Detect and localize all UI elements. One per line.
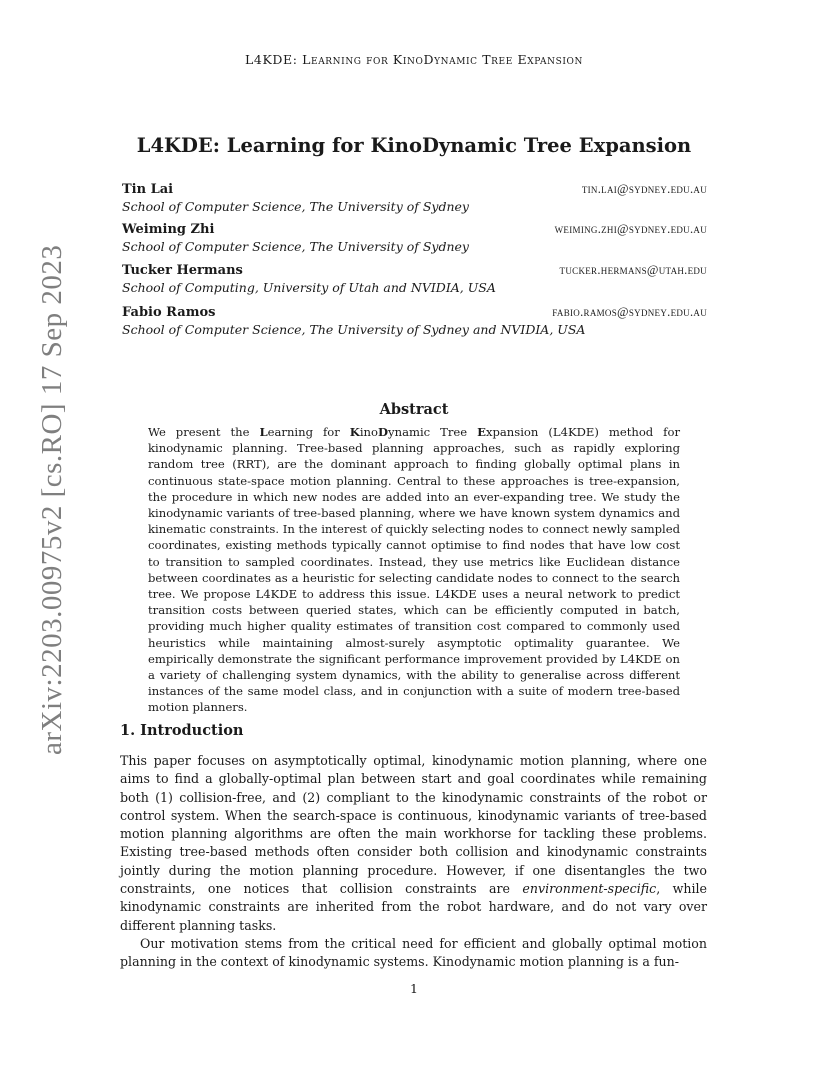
page-number: 1 bbox=[410, 981, 418, 996]
author-name: Tin Lai bbox=[122, 182, 174, 197]
author-name: Tucker Hermans bbox=[122, 263, 243, 278]
author-name: Fabio Ramos bbox=[122, 305, 216, 320]
author-email: weiming.zhi@sydney.edu.au bbox=[554, 222, 707, 236]
author-affiliation: School of Computer Science, The University of Sydney bbox=[122, 239, 469, 254]
author-affiliation: School of Computer Science, The University of Sydney bbox=[122, 199, 469, 214]
author-block bbox=[122, 222, 707, 254]
author-email: tucker.hermans@utah.edu bbox=[559, 263, 707, 277]
abstract-text: We present the Learning for KinoDynamic Tree Expansion (L4KDE) method for kinodynamic planning. Tree-based planning approaches, such as rapidly exploring random tree (RRT), are the dominant approach to finding globally optimal plans in continuous state-space motion planning. Central to these approaches is tree-expansion, the procedure in which new nodes are added into an ever-expanding tree. We study the kinodynamic variants of tree-based planning, where we have known system dynamics and kinematic constraints. In the interest of quickly selecting nodes to connect newly sampled coordinates, existing methods typically cannot optimise to find nodes that have low cost to transition to sampled coordinates. Instead, they use metrics like Euclidean distance between coordinates as a heuristic for selecting candidate nodes to connect to the search tree. We propose L4KDE to address this issue. L4KDE uses a neural network to predict transition costs between queried states, which can be efficiently computed in batch, providing much higher quality estimates of transition cost compared to commonly used heuristics while maintaining almost-surely asymptotic optimality guarantee. We empirically demonstrate the significant performance improvement provided by L4KDE on a variety of challenging system dynamics, with the ability to generalise across different instances of the same model class, and in conjunction with a suite of modern tree-based motion planners. bbox=[148, 425, 680, 715]
author-email: tin.lai@sydney.edu.au bbox=[581, 182, 707, 196]
introduction-text bbox=[120, 752, 707, 972]
paragraph: This paper focuses on asymptotically optimal, kinodynamic motion planning, where one aims to find a globally-optimal plan between start and goal coordinates while remaining both (1) collision-free, and (2) compliant to the kinodynamic constraints of the robot or control system. When the search-space is continuous, kinodynamic variants of tree-based motion planning algorithms are often the main workhorse for tackling these problems. Existing tree-based methods often consider both collision and kinodynamic constraints jointly during the motion planning procedure. However, if one disentangles the two constraints, one notices that collision constraints are environment-specific, while kinodynamic constraints are inherited from the robot hardware, and do not vary over different planning tasks. bbox=[120, 753, 708, 933]
paragraph: Our motivation stems from the critical need for efficient and globally optimal motion planning in the context of kinodynamic systems. Kinodynamic motion planning is a fun- bbox=[120, 935, 707, 970]
section-heading: 1. Introduction bbox=[120, 722, 244, 739]
author-email: fabio.ramos@sydney.edu.au bbox=[552, 305, 707, 319]
arxiv-stamp: arXiv:2203.00975v2 [cs.RO] 17 Sep 2023 bbox=[36, 244, 68, 755]
author-affiliation: School of Computing, University of Utah and NVIDIA, USA bbox=[122, 280, 496, 295]
abstract-heading: Abstract bbox=[379, 401, 449, 418]
author-block bbox=[122, 263, 707, 295]
author-affiliation: School of Computer Science, The University of Sydney and NVIDIA, USA bbox=[122, 322, 586, 337]
author-block bbox=[122, 182, 707, 214]
paper-title: L4KDE: Learning for KinoDynamic Tree Expansion bbox=[136, 134, 692, 157]
author-block bbox=[122, 305, 707, 337]
author-name: Weiming Zhi bbox=[122, 222, 215, 237]
running-head: L4KDE: Learning for KinoDynamic Tree Expansion bbox=[245, 52, 583, 67]
